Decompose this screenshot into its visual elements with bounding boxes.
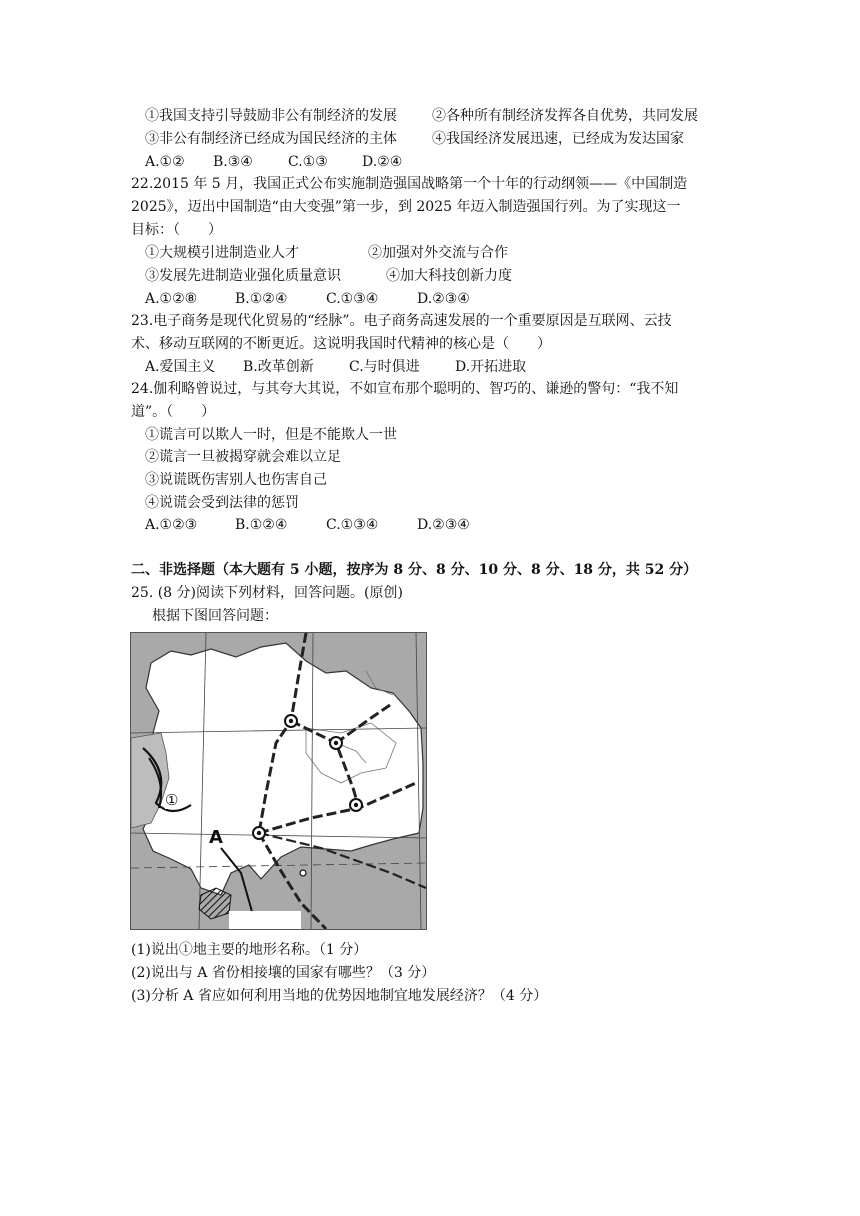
- q22-statement-3: ③发展先进制造业强化质量意识: [145, 268, 341, 284]
- hatched-region: [199, 888, 231, 919]
- q25-sub-question-3: (3)分析 A 省应如何利用当地的优势因地制宜地发展经济？（4 分）: [131, 988, 548, 1004]
- q21-statement-4: ④我国经济发展迅速，已经成为发达国家: [432, 131, 684, 147]
- q23-option-b[interactable]: B.改革创新: [243, 359, 314, 375]
- q22-statement-4: ④加大科技创新力度: [386, 268, 512, 284]
- q23-option-d[interactable]: D.开拓进取: [455, 359, 527, 375]
- q24-option-a[interactable]: A.①②③: [145, 517, 198, 533]
- q24-statement-4: ④说谎会受到法律的惩罚: [145, 495, 299, 511]
- q22-statement-1: ①大规模引进制造业人才: [145, 245, 299, 261]
- q24-statement-3: ③说谎既伤害别人也伤害自己: [145, 472, 327, 488]
- q24-option-b[interactable]: B.①②④: [235, 517, 288, 533]
- map-drawing: [131, 633, 426, 929]
- map-label-1: ①: [165, 791, 179, 809]
- q22-option-d[interactable]: D.②③④: [417, 291, 470, 307]
- q21-option-a[interactable]: A.①②: [145, 154, 185, 170]
- q22-option-b[interactable]: B.①②④: [235, 291, 288, 307]
- q24-statement-2: ②谎言一旦被揭穿就会难以立足: [145, 449, 341, 465]
- region-map: [130, 632, 427, 930]
- q23-stem-line-2: 术、移动互联网的不断更近。这说明我国时代精神的核心是（ ）: [131, 336, 551, 352]
- map-label-a: A: [209, 827, 223, 848]
- section-2-heading: 二、非选择题（本大题有 5 小题，按序为 8 分、8 分、10 分、8 分、18 分，共 52 分）: [131, 562, 698, 578]
- q24-option-c[interactable]: C.①③④: [326, 517, 379, 533]
- q25-stem-line-2: 根据下图回答问题：: [152, 608, 278, 624]
- q21-statement-1: ①我国支持引导鼓励非公有制经济的发展: [145, 108, 397, 124]
- q24-stem-line-2: 道”。（ ）: [131, 404, 216, 420]
- q21-option-d[interactable]: D.②④: [362, 154, 403, 170]
- q22-stem-line-2: 2025》，迈出中国制造“由大变强”第一步，到 2025 年迈入制造强国行列。为了实现这一: [131, 199, 681, 215]
- q21-statement-3: ③非公有制经济已经成为国民经济的主体: [145, 131, 397, 147]
- q24-option-d[interactable]: D.②③④: [417, 517, 470, 533]
- q25-sub-question-1: (1)说出①地主要的地形名称。（1 分）: [131, 942, 368, 958]
- q25-sub-question-2: (2)说出与 A 省份相接壤的国家有哪些？（3 分）: [131, 965, 436, 981]
- q25-stem-line-1: 25. (8 分)阅读下列材料，回答问题。(原创): [131, 585, 403, 601]
- q22-stem-line-3: 目标：（ ）: [131, 222, 222, 238]
- q22-option-a[interactable]: A.①②⑧: [145, 291, 198, 307]
- q24-stem-line-1: 24.伽利略曾说过，与其夸大其说，不如宣布那个聪明的、智巧的、谦逊的警句：“我不知: [131, 381, 679, 397]
- q23-option-a[interactable]: A.爱国主义: [145, 359, 216, 375]
- q23-stem-line-1: 23.电子商务是现代化贸易的“经脉”。电子商务高速发展的一个重要原因是互联网、云技: [131, 313, 672, 329]
- q22-stem-line-1: 22.2015 年 5 月，我国正式公布实施制造强国战略第一个十年的行动纲领——《中国制造: [131, 176, 688, 192]
- q21-option-c[interactable]: C.①③: [288, 154, 328, 170]
- q22-option-c[interactable]: C.①③④: [326, 291, 379, 307]
- q22-statement-2: ②加强对外交流与合作: [368, 245, 508, 261]
- q23-option-c[interactable]: C.与时俱进: [349, 359, 420, 375]
- q21-statement-2: ②各种所有制经济发挥各自优势，共同发展: [432, 108, 698, 124]
- q21-option-b[interactable]: B.③④: [213, 154, 253, 170]
- q24-statement-1: ①谎言可以欺人一时，但是不能欺人一世: [145, 427, 397, 443]
